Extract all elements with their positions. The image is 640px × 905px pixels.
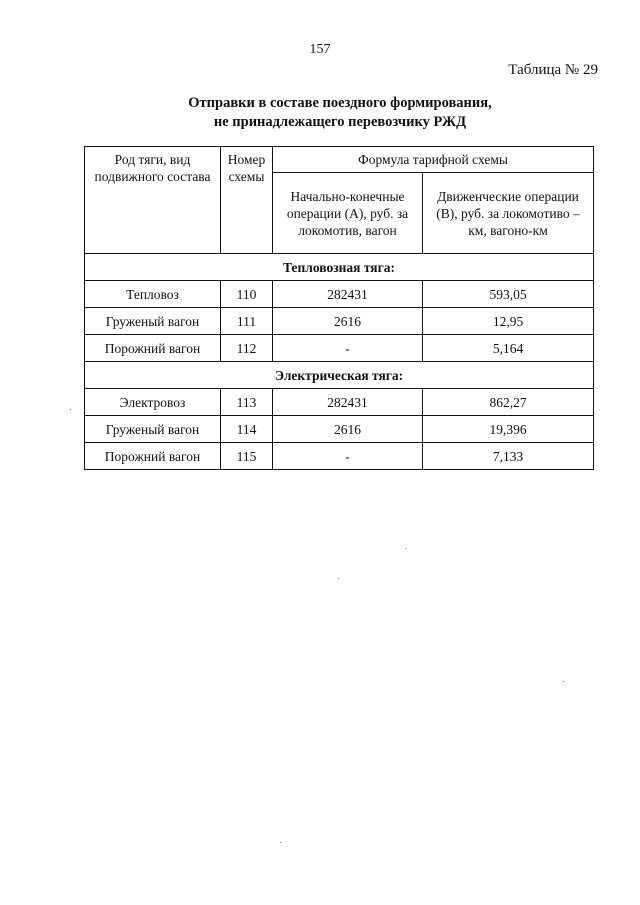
cell-movement-rate: 7,133: [423, 443, 594, 470]
header-tariff-formula: Формула тарифной схемы: [273, 147, 594, 173]
section-row-diesel: [85, 254, 594, 281]
header-terminal-operations: Начально-конечные операции (А), руб. за локомотив, вагон: [273, 173, 423, 254]
cell-movement-rate: 862,27: [423, 389, 594, 416]
document-title: [0, 94, 640, 132]
cell-terminal-rate: 282431: [273, 389, 423, 416]
title-line-2: не принадлежащего перевозчику РЖД: [213, 114, 467, 130]
cell-scheme: 112: [221, 335, 273, 362]
cell-rolling-stock: Порожний вагон: [85, 335, 221, 362]
cell-terminal-rate: -: [273, 443, 423, 470]
table-row: [85, 389, 594, 416]
cell-terminal-rate: -: [273, 335, 423, 362]
section-row-electric: [85, 362, 594, 389]
cell-rolling-stock: Груженый вагон: [85, 308, 221, 335]
cell-scheme: 115: [221, 443, 273, 470]
cell-rolling-stock: Электровоз: [85, 389, 221, 416]
cell-terminal-rate: 282431: [273, 281, 423, 308]
cell-movement-rate: 593,05: [423, 281, 594, 308]
cell-rolling-stock: Тепловоз: [85, 281, 221, 308]
cell-movement-rate: 19,396: [423, 416, 594, 443]
cell-scheme: 110: [221, 281, 273, 308]
table-row: [85, 416, 594, 443]
header-movement-operations: Движенческие операции (В), руб. за локомотиво – км, вагоно-км: [423, 173, 594, 254]
cell-movement-rate: 12,95: [423, 308, 594, 335]
table-row: [85, 335, 594, 362]
cell-scheme: 113: [221, 389, 273, 416]
table-row: [85, 281, 594, 308]
table-header-row: [85, 147, 594, 173]
table-row: [85, 308, 594, 335]
cell-rolling-stock: Порожний вагон: [85, 443, 221, 470]
title-line-1: Отправки в составе поездного формирования,: [188, 95, 492, 111]
tariff-table: [84, 146, 594, 470]
header-traction-type: Род тяги, вид подвижного состава: [85, 147, 221, 254]
table-label: Таблица № 29: [508, 62, 598, 78]
section-title: Электрическая тяга:: [85, 362, 594, 389]
table-row: [85, 443, 594, 470]
header-scheme-number: Номер схемы: [221, 147, 273, 254]
cell-terminal-rate: 2616: [273, 308, 423, 335]
cell-terminal-rate: 2616: [273, 416, 423, 443]
cell-scheme: 111: [221, 308, 273, 335]
section-title: Тепловозная тяга:: [85, 254, 594, 281]
cell-scheme: 114: [221, 416, 273, 443]
cell-movement-rate: 5,164: [423, 335, 594, 362]
cell-rolling-stock: Груженый вагон: [85, 416, 221, 443]
page-number: 157: [309, 42, 331, 57]
